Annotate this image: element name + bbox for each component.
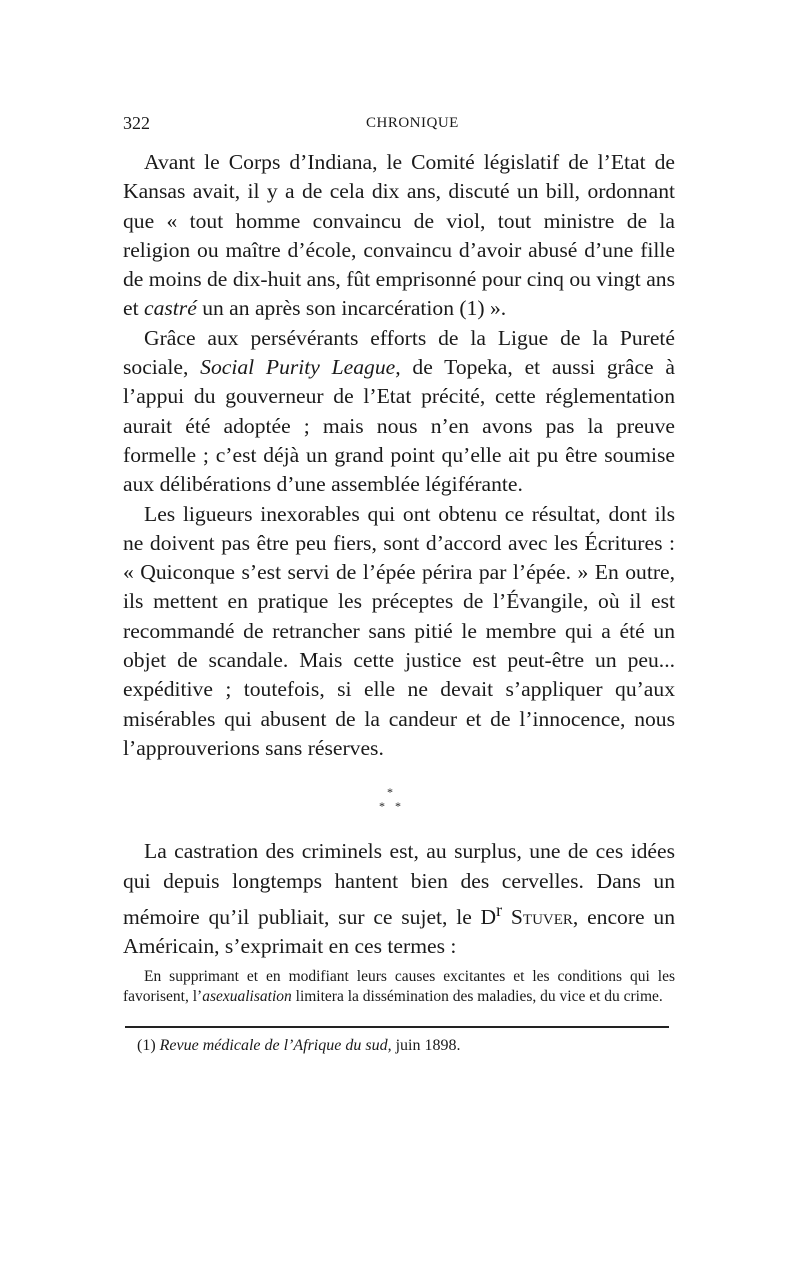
page-number: 322 [123,113,150,133]
paragraph-castration [123,837,675,961]
paragraph-text: un an après son incarcération (1) ». [202,296,507,321]
italic-term: castré [144,296,197,321]
page-header [123,113,673,137]
footnote [123,1036,675,1056]
quote-text: En supprimant et en modifiant leurs causes excitantes et les conditions qui les favorisent, l’ [123,967,675,1005]
main-text [123,148,675,1056]
quote-text: limitera la dissémination des maladies, du vice et du crime. [295,987,663,1005]
paragraph-text: Les ligueurs inexorables qui ont obtenu ce résultat, dont ils ne doivent pas être peu fiers, sont d’accord avec les Écritures : « Quiconque s’est servi de l’épée périra par l’épée. » En outre, ils mettent en pratique les préceptes de l’Évangile, où il est recommandé de retrancher sans pitié le membre qui a été un objet de scandale. Mais cette justice est peut-être un peu... expéditive ; toutefois, si elle ne devait s’appliquer qu’aux misérables qui abusent de la candeur et de l’innocence, nous l’approuverions sans réserves. [123,501,675,760]
italic-term: Social Purity League, [200,355,401,380]
italic-term: asexualisation [202,987,292,1005]
paragraph-ligueurs [123,500,675,764]
paragraph-text: Grâce aux persévérants efforts de la Ligue de la Pureté sociale, [123,325,675,380]
paragraph-text: Avant le Corps d’Indiana, le Comité législatif de l’Etat de Kansas avait, il y a de cela dix ans, discuté un bill, ordonnant que « tout homme convaincu de viol, tout ministre de la religion ou maître d’école, convaincu d’avoir abusé d’une fille de moins de dix-huit ans, fût emprisonné pour cinq ou vingt ans et [123,150,675,321]
footnote-divider [125,1026,669,1028]
paragraph-purity-league [123,324,675,500]
superscript: r [496,899,503,920]
footnote-marker: (1) [137,1036,156,1054]
author-name: Stuver, [510,905,579,930]
section-separator [123,763,675,837]
footnote-date: juin 1898. [395,1036,461,1054]
paragraph-text: encore un Américain, s’exprimait en ces termes : [123,905,675,959]
footnote-source: Revue médicale de l’Afrique du sud, [159,1036,392,1054]
paragraph-text: de Topeka, et aussi grâce à l’appui du gouverneur de l’Etat précité, cette réglementation aurait été adoptée ; mais nous n’en avons pas la preuve formelle ; c’est déjà un grand point qu’elle ait pu être soumise aux délibérations d’une assemblée légiférante. [123,355,675,497]
asterism-star: * [379,799,385,814]
paragraph-text: La castration des criminels est, au surplus, une de ces idées qui depuis longtemps hantent bien des cervelles. Dans un mémoire qu’il publiait, sur ce sujet, le D [123,839,675,930]
asterism-star: * [387,785,393,800]
running-title: CHRONIQUE [366,115,459,131]
asterism-star: * [395,799,401,814]
block-quote [123,967,675,1007]
paragraph-kansas [123,148,675,324]
